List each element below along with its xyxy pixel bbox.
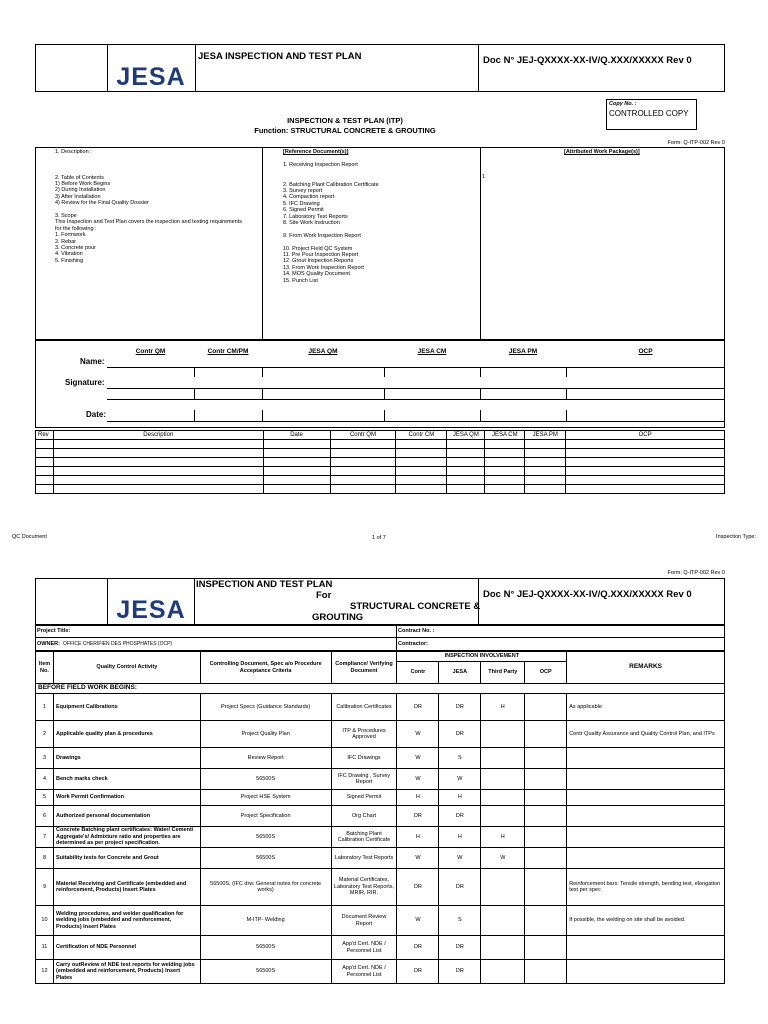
- header2-title-c: STRUCTURAL CONCRETE &: [350, 601, 481, 612]
- itp-cell-ocp: [525, 806, 567, 827]
- itp-cell-ocp: [525, 848, 567, 869]
- header-inspection-involvement: INSPECTION INVOLVEMENT: [397, 652, 567, 662]
- reference-doc-item: 12. Grout Inspection Reports: [283, 258, 354, 265]
- itp-cell-comp: App'd Cert. NDE / Personnel List: [331, 936, 397, 960]
- doc-number: Doc N° JEJ-QXXXX-XX-IV/Q.XXX/XXXXX Rev 0: [483, 55, 692, 66]
- jesa-logo: JESA: [116, 63, 186, 91]
- itp-cell-third: H: [481, 694, 525, 721]
- header-controlling: Controlling Document, Spec a/o Procedure Acceptance Criteria: [200, 652, 331, 684]
- revision-row: [36, 449, 725, 458]
- description-line: 1) Before Work Begins: [55, 180, 111, 187]
- description-line: 5. Finishing: [55, 257, 84, 264]
- itp-cell-third: [481, 906, 525, 936]
- itp-row: [36, 848, 725, 869]
- itp-cell-ctrl: Project Quality Plan: [200, 721, 331, 748]
- itp-row: [36, 806, 725, 827]
- header2-divider-2: [194, 578, 195, 625]
- itp-cell-no: 12: [36, 960, 54, 984]
- itp-cell-ctrl: M-ITP- Welding: [200, 906, 331, 936]
- itp-cell-ctrl: 56500S: [200, 827, 331, 848]
- itp-cell-comp: App'd Cert. NDE / Personnel List: [331, 960, 397, 984]
- itp-cell-activity: Material Receiving and Certificate (embedded and reinforcement, Products) Insert Plates: [53, 869, 200, 906]
- description-line: This Inspection and Test Plan covers the inspection and testing requirements: [55, 219, 243, 226]
- itp-cell-ocp: [525, 790, 567, 806]
- revision-header: Contr CM: [396, 431, 447, 440]
- itp-cell-no: 3: [36, 748, 54, 769]
- itp-cell-ocp: [525, 936, 567, 960]
- itp-table: [35, 651, 725, 984]
- itp-cell-no: 10: [36, 906, 54, 936]
- itp-cell-jesa: H: [439, 790, 481, 806]
- signature-header: Contr QM: [135, 348, 166, 355]
- reference-doc-item: 4. Compaction report: [283, 194, 335, 201]
- signature-header: JESA QM: [308, 348, 338, 355]
- description-line: 1. Description :: [55, 149, 92, 155]
- itp-cell-contr: W: [397, 748, 439, 769]
- itp-cell-ctrl: Project HSE System: [200, 790, 331, 806]
- itp-cell-third: [481, 748, 525, 769]
- itp-cell-contr: DR: [397, 960, 439, 984]
- owner-value: OFFICE CHERIFIEN DES PHOSPHATES (OCP): [63, 641, 173, 647]
- revision-header: JESA QM: [447, 431, 485, 440]
- itp-cell-ctrl: 56500S: [200, 769, 331, 790]
- itp-cell-third: [481, 936, 525, 960]
- itp-cell-ctrl: Project Specification: [200, 806, 331, 827]
- itp-cell-activity: Bench marks check: [53, 769, 200, 790]
- revision-header: JESA CM: [485, 431, 525, 440]
- itp-cell-no: 9: [36, 869, 54, 906]
- itp-cell-third: [481, 806, 525, 827]
- itp-cell-contr: H: [397, 827, 439, 848]
- itp-cell-comp: Laboratory Test Reports: [331, 848, 397, 869]
- itp-cell-remarks: [567, 806, 725, 827]
- itp-cell-remarks: [567, 848, 725, 869]
- description-line: 2. Rebar: [55, 238, 77, 245]
- itp-cell-comp: Calibration Certificates: [331, 694, 397, 721]
- itp-cell-jesa: H: [439, 827, 481, 848]
- itp-cell-no: 1: [36, 694, 54, 721]
- itp-cell-jesa: S: [439, 748, 481, 769]
- itp-cell-jesa: S: [439, 906, 481, 936]
- owner-label: OWNER:: [37, 641, 60, 647]
- reference-doc-item: 13. From Work Inspection Report: [283, 264, 364, 271]
- itp-cell-jesa: DR: [439, 936, 481, 960]
- footer-right: Inspection Type:: [716, 534, 756, 540]
- signature-header: JESA PM: [508, 348, 538, 355]
- signature-header: Contr CM/PM: [207, 348, 249, 355]
- revision-header: Contr QM: [330, 431, 396, 440]
- itp-cell-ctrl: 56500S: [200, 848, 331, 869]
- itp-cell-third: [481, 769, 525, 790]
- itp-cell-ocp: [525, 960, 567, 984]
- itp-cell-contr: W: [397, 769, 439, 790]
- header-title: JESA INSPECTION AND TEST PLAN: [198, 51, 362, 62]
- revision-row: [36, 476, 725, 485]
- revision-row: [36, 467, 725, 476]
- itp-cell-ctrl: Review Report: [200, 748, 331, 769]
- itp-cell-jesa: DR: [439, 869, 481, 906]
- itp-cell-third: [481, 721, 525, 748]
- itp-cell-activity: Authorized personal documentation: [53, 806, 200, 827]
- itp-cell-remarks: Contr Quality Assurance and Quality Control Plan, and ITPs: [567, 721, 725, 748]
- header-contr: Contr: [397, 662, 439, 684]
- description-line: 3. Concrete pour: [55, 245, 96, 252]
- itp-cell-no: 8: [36, 848, 54, 869]
- itp-cell-ocp: [525, 721, 567, 748]
- itp-cell-remarks: Reinforcement bars: Tensile strength, bending test, elongation test per spec: [567, 869, 725, 906]
- signature-header: JESA CM: [417, 348, 447, 355]
- itp-function: Function: STRUCTURAL CONCRETE & GROUTING: [254, 126, 436, 135]
- header2-title-a: INSPECTION AND TEST PLAN: [196, 579, 333, 590]
- header2-title-b: For: [316, 590, 332, 601]
- itp-cell-jesa: W: [439, 769, 481, 790]
- project-title-label: Project Title:: [37, 628, 71, 634]
- itp-cell-activity: Suitability tests for Concrete and Grout: [53, 848, 200, 869]
- itp-cell-contr: DR: [397, 936, 439, 960]
- itp-cell-no: 11: [36, 936, 54, 960]
- itp-cell-ocp: [525, 694, 567, 721]
- itp-cell-remarks: [567, 960, 725, 984]
- itp-cell-activity: Drawings: [53, 748, 200, 769]
- itp-cell-no: 4: [36, 769, 54, 790]
- itp-cell-third: [481, 790, 525, 806]
- itp-row: [36, 748, 725, 769]
- footer-center: 1 of 7: [372, 535, 386, 541]
- description-line: 1. Formwork: [55, 232, 86, 239]
- header-third: Third Party: [481, 662, 525, 684]
- header-remarks: REMARKS: [567, 652, 725, 684]
- reference-doc-item: 14. MOS Quality Document: [283, 271, 350, 278]
- revision-row: [36, 485, 725, 494]
- revision-header: Rev: [36, 431, 54, 440]
- itp-cell-activity: Welding procedures, and welder qualification for welding jobs (embedded and reinforcement, Products) Insert Plates: [53, 906, 200, 936]
- itp-cell-activity: Concrete Batching plant certificates: Water/ Cement/ Aggregate's/ Admixture ratio and properties are determined as per project specification.: [53, 827, 200, 848]
- footer-left: QC Document: [12, 534, 47, 540]
- itp-cell-contr: DR: [397, 806, 439, 827]
- itp-cell-ctrl: 56500S: [200, 960, 331, 984]
- contract-no-label: Contract No. :: [398, 628, 435, 634]
- itp-cell-ocp: [525, 748, 567, 769]
- itp-cell-contr: H: [397, 790, 439, 806]
- revision-row: [36, 458, 725, 467]
- description-line: 4) Review for the Final Quality Dossier: [55, 200, 149, 207]
- itp-row: [36, 769, 725, 790]
- reference-doc-item: 7. Laboratory Test Reports: [283, 213, 348, 220]
- section-title: BEFORE FIELD WORK BEGINS:: [36, 684, 725, 694]
- attributed-mark: 1: [482, 174, 486, 180]
- header-activity: Quality Control Activity: [53, 652, 200, 684]
- form-ref-2: Form: Q-ITP-002 Rev 0: [667, 570, 725, 576]
- sig-date-label: Date:: [86, 410, 107, 419]
- reference-doc-item: 9. From Work Inspection Report: [283, 232, 361, 239]
- description-line: for the following :: [55, 225, 97, 232]
- itp-cell-ocp: [525, 906, 567, 936]
- itp-cell-ocp: [525, 769, 567, 790]
- reference-doc-item: 2. Batching Plant Calibration Certificate: [283, 181, 379, 188]
- page-2: [0, 560, 768, 1024]
- itp-cell-ctrl: 56500S: [200, 936, 331, 960]
- description-line: 2. Table of Contents: [55, 174, 104, 181]
- itp-cell-contr: W: [397, 721, 439, 748]
- itp-cell-contr: DR: [397, 869, 439, 906]
- itp-cell-jesa: W: [439, 848, 481, 869]
- itp-cell-jesa: DR: [439, 721, 481, 748]
- revision-row: [36, 440, 725, 449]
- attributed-title: [Attributed Work Package(s)]: [564, 149, 640, 155]
- itp-row: [36, 827, 725, 848]
- reference-doc-item: 6. Signed Permit: [283, 207, 324, 214]
- itp-cell-comp: Signed Permit: [331, 790, 397, 806]
- itp-cell-third: H: [481, 827, 525, 848]
- itp-cell-activity: Work Permit Confirmation: [53, 790, 200, 806]
- reference-doc-item: 5. IFC Drawing: [283, 200, 320, 207]
- itp-cell-no: 2: [36, 721, 54, 748]
- itp-cell-third: W: [481, 848, 525, 869]
- reference-doc-item: 3. Survey report: [283, 187, 323, 194]
- itp-row: [36, 936, 725, 960]
- itp-cell-remarks: [567, 790, 725, 806]
- jesa-logo-2: JESA: [116, 596, 186, 624]
- itp-cell-contr: W: [397, 906, 439, 936]
- itp-cell-jesa: DR: [439, 694, 481, 721]
- revision-header: Date: [263, 431, 330, 440]
- reference-doc-item: 10. Project Field QC System: [283, 245, 353, 252]
- itp-cell-contr: W: [397, 848, 439, 869]
- revision-header: OCP: [566, 431, 725, 440]
- itp-row: [36, 694, 725, 721]
- reference-doc-item: 11. Pre Pour Inspection Report: [283, 252, 359, 259]
- itp-cell-comp: Org Chart: [331, 806, 397, 827]
- itp-cell-ocp: [525, 869, 567, 906]
- itp-cell-comp: Document Review Report: [331, 906, 397, 936]
- project-info-divider: [396, 625, 397, 651]
- itp-cell-activity: Equipment Calibrations: [53, 694, 200, 721]
- signature-header: OCP: [638, 348, 653, 355]
- description-line: 4. Vibration: [55, 251, 83, 258]
- sig-signature-label: Signature:: [65, 378, 105, 387]
- itp-cell-contr: DR: [397, 694, 439, 721]
- contractor-label: Contractor:: [398, 641, 428, 647]
- description-line: 2) During Installation: [55, 187, 106, 194]
- revision-table: [35, 430, 725, 494]
- project-info-line: [35, 637, 725, 638]
- itp-cell-comp: ITP & Procedures Approved: [331, 721, 397, 748]
- revision-header: JESA PM: [525, 431, 566, 440]
- description-line: 3. Scope: [55, 213, 77, 219]
- revision-header: Description: [53, 431, 263, 440]
- itp-cell-no: 5: [36, 790, 54, 806]
- itp-row: [36, 790, 725, 806]
- itp-cell-comp: Batching Plant Calibration Certificate: [331, 827, 397, 848]
- itp-cell-remarks: [567, 936, 725, 960]
- itp-row: [36, 869, 725, 906]
- itp-cell-activity: Carry outReview of NDE test reports for welding jobs (embedded and reinforcement, Products) Insert Plates: [53, 960, 200, 984]
- itp-cell-third: [481, 869, 525, 906]
- form-ref: Form: Q-ITP-002 Rev 0: [667, 140, 725, 146]
- itp-cell-jesa: DR: [439, 960, 481, 984]
- itp-cell-comp: IFC Drawings: [331, 748, 397, 769]
- header-item: Item No.: [36, 652, 54, 684]
- itp-cell-remarks: [567, 769, 725, 790]
- itp-cell-comp: Material Certificates, Laboratory Test Reports, MRIR, RIR.: [331, 869, 397, 906]
- itp-cell-ctrl: 56500S, (IFC drw. General notes for concrete works): [200, 869, 331, 906]
- itp-cell-jesa: DR: [439, 806, 481, 827]
- itp-cell-comp: IFC Drawing , Survey Report: [331, 769, 397, 790]
- itp-row: [36, 721, 725, 748]
- controlled-copy: CONTROLLED COPY: [609, 109, 689, 118]
- header-ocp: OCP: [525, 662, 567, 684]
- reference-doc-item: 15. Punch List: [283, 277, 318, 284]
- itp-row: [36, 906, 725, 936]
- doc-number-2: Doc N° JEJ-QXXXX-XX-IV/Q.XXX/XXXXX Rev 0: [483, 589, 692, 600]
- itp-title: INSPECTION & TEST PLAN (ITP): [287, 116, 403, 125]
- itp-cell-third: [481, 960, 525, 984]
- itp-cell-ocp: [525, 827, 567, 848]
- copy-no-label: Copy No. :: [609, 101, 637, 107]
- itp-cell-no: 7: [36, 827, 54, 848]
- header2-title-d: GROUTING: [312, 612, 364, 623]
- sig-name-label: Name:: [80, 357, 105, 366]
- itp-cell-remarks: [567, 827, 725, 848]
- itp-cell-remarks: If possible, the welding on site shall be avoided.: [567, 906, 725, 936]
- itp-cell-remarks: [567, 748, 725, 769]
- reference-doc-item: 1. Receiving Inspection Report: [283, 162, 358, 169]
- itp-cell-remarks: As applicable: [567, 694, 725, 721]
- itp-cell-no: 6: [36, 806, 54, 827]
- header-compliance: Compliance/ Verifying Document: [331, 652, 397, 684]
- itp-cell-activity: Applicable quality plan & procedures: [53, 721, 200, 748]
- itp-cell-ctrl: Project Specs (Guidance Standards): [200, 694, 331, 721]
- itp-cell-activity: Certification of NDE Personnel: [53, 936, 200, 960]
- reference-docs-title: [Reference Document(s)]: [283, 149, 349, 155]
- itp-row: [36, 960, 725, 984]
- header-jesa: JESA: [439, 662, 481, 684]
- description-line: 3) After Installation: [55, 193, 101, 200]
- reference-doc-item: 8. Site Work Instruction: [283, 220, 340, 227]
